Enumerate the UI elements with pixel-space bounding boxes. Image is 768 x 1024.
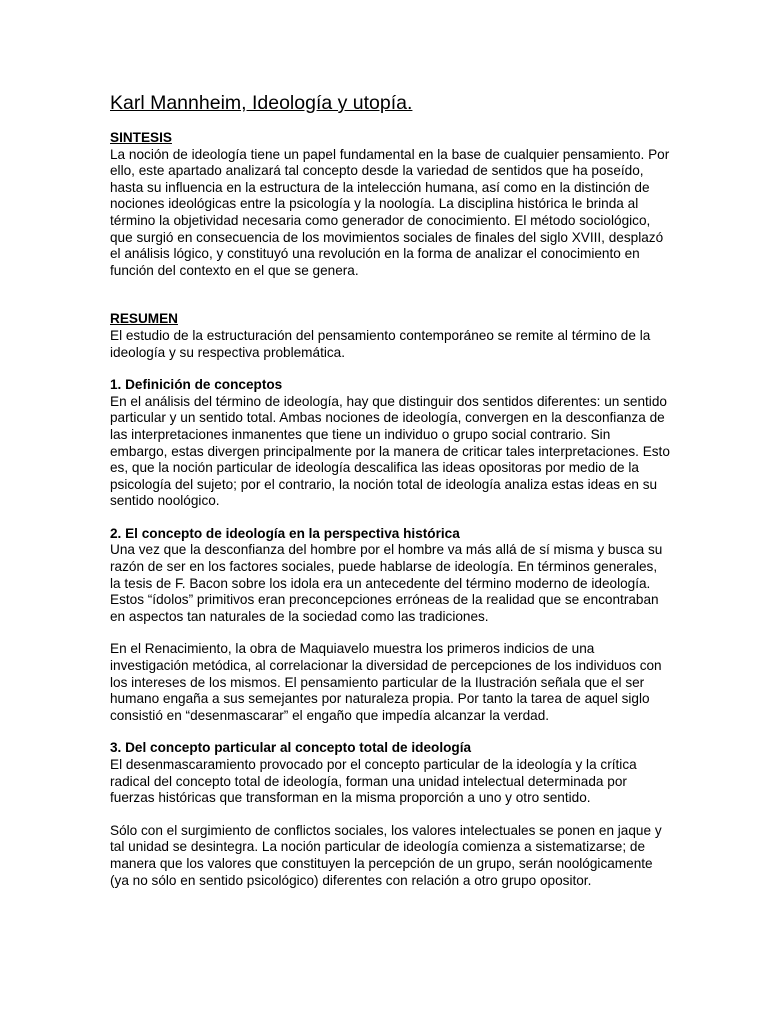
section-2-paragraph-2: En el Renacimiento, la obra de Maquiavelo muestra los primeros indicios de una investigación metódica, al correlacionar la diversidad de percepciones de los individuos con los intereses de los mismos. El pensamiento particular de la Ilustración señala que el ser humano engaña a sus semejantes por naturaleza propia. Por tanto la tarea de aquel siglo consistió en “desenmascarar” el engaño que impedía alcanzar la verdad. [110,641,662,723]
sintesis-heading: SINTESIS [110,130,172,145]
section-1 [110,377,670,510]
sintesis-text: La noción de ideología tiene un papel fundamental en la base de cualquier pensamiento. Por ello, este apartado analizará tal concepto desde la variedad de sentidos que ha poseído, hasta su influencia en la estructura de la intelección humana, así como en la distinción de nociones ideológicas entre la psicología y la noología. La disciplina histórica le brinda al término la objetividad necesaria como generador de conocimiento. El método sociológico, que surgió en consecuencia de los movimientos sociales de finales del siglo XVIII, desplazó el análisis lógico, y constituyó una revolución en la forma de analizar el conocimiento en función del contexto en el que se genera. [110,146,670,278]
section-3-heading: 3. Del concepto particular al concepto total de ideología [110,740,472,756]
section-2 [110,526,670,725]
resumen-section [110,311,670,361]
section-3-paragraph-2: Sólo con el surgimiento de conflictos sociales, los valores intelectuales se ponen en jaque y tal unidad se desintegra. La noción particular de ideología comienza a sistematizarse; de manera que los valores que constituyen la percepción de un grupo, serán noológicamente (ya no sólo en sentido psicológico) diferentes con relación a otro grupo opositor. [110,822,662,888]
spacer [110,510,670,526]
document-title: Karl Mannheim, Ideología y utopía. [110,92,413,114]
section-2-paragraph-1: Una vez que la desconfianza del hombre por el hombre va más allá de sí misma y busca su razón de ser en los factores sociales, puede hablarse de ideología. En términos generales, la tesis de F. Bacon sobre los idola era un antecedente del término moderno de ideología. Estos “ídolos” primitivos eran preconcepciones erróneas de la realidad que se encontraban en aspectos tan naturales de la sociedad como las tradiciones. [110,542,663,624]
spacer [110,361,670,377]
section-1-text: En el análisis del término de ideología, hay que distinguir dos sentidos diferentes: un sentido particular y un sentido total. Ambas nociones de ideología, convergen en la desconfianza de las interpretaciones inmanentes que tiene un individuo o grupo social contrario. Sin embargo, estas divergen principalmente por la manera de criticar tales interpretaciones. Esto es, que la noción particular de ideología descalifica las ideas opositoras por medio de la psicología del sujeto; por el contrario, la noción total de ideología analiza estas ideas en su sentido noológico. [110,393,670,509]
sintesis-section [110,130,670,279]
resumen-heading: RESUMEN [110,311,178,327]
section-3-paragraph-1: El desenmascaramiento provocado por el concepto particular de la ideología y la crítica radical del concepto total de ideología, forman una unidad intelectual determinada por fuerzas históricas que transforman en la misma proporción a uno y otro sentido. [110,757,637,806]
section-1-heading: 1. Definición de conceptos [110,377,283,393]
section-2-heading: 2. El concepto de ideología en la perspectiva histórica [110,525,460,541]
spacer [110,807,670,823]
spacer [110,724,670,740]
resumen-text: El estudio de la estructuración del pensamiento contemporáneo se remite al término de la ideología y su respectiva problemática. [110,327,651,360]
spacer [110,279,670,311]
spacer [110,625,670,641]
section-3 [110,740,670,889]
document-page [110,90,670,889]
